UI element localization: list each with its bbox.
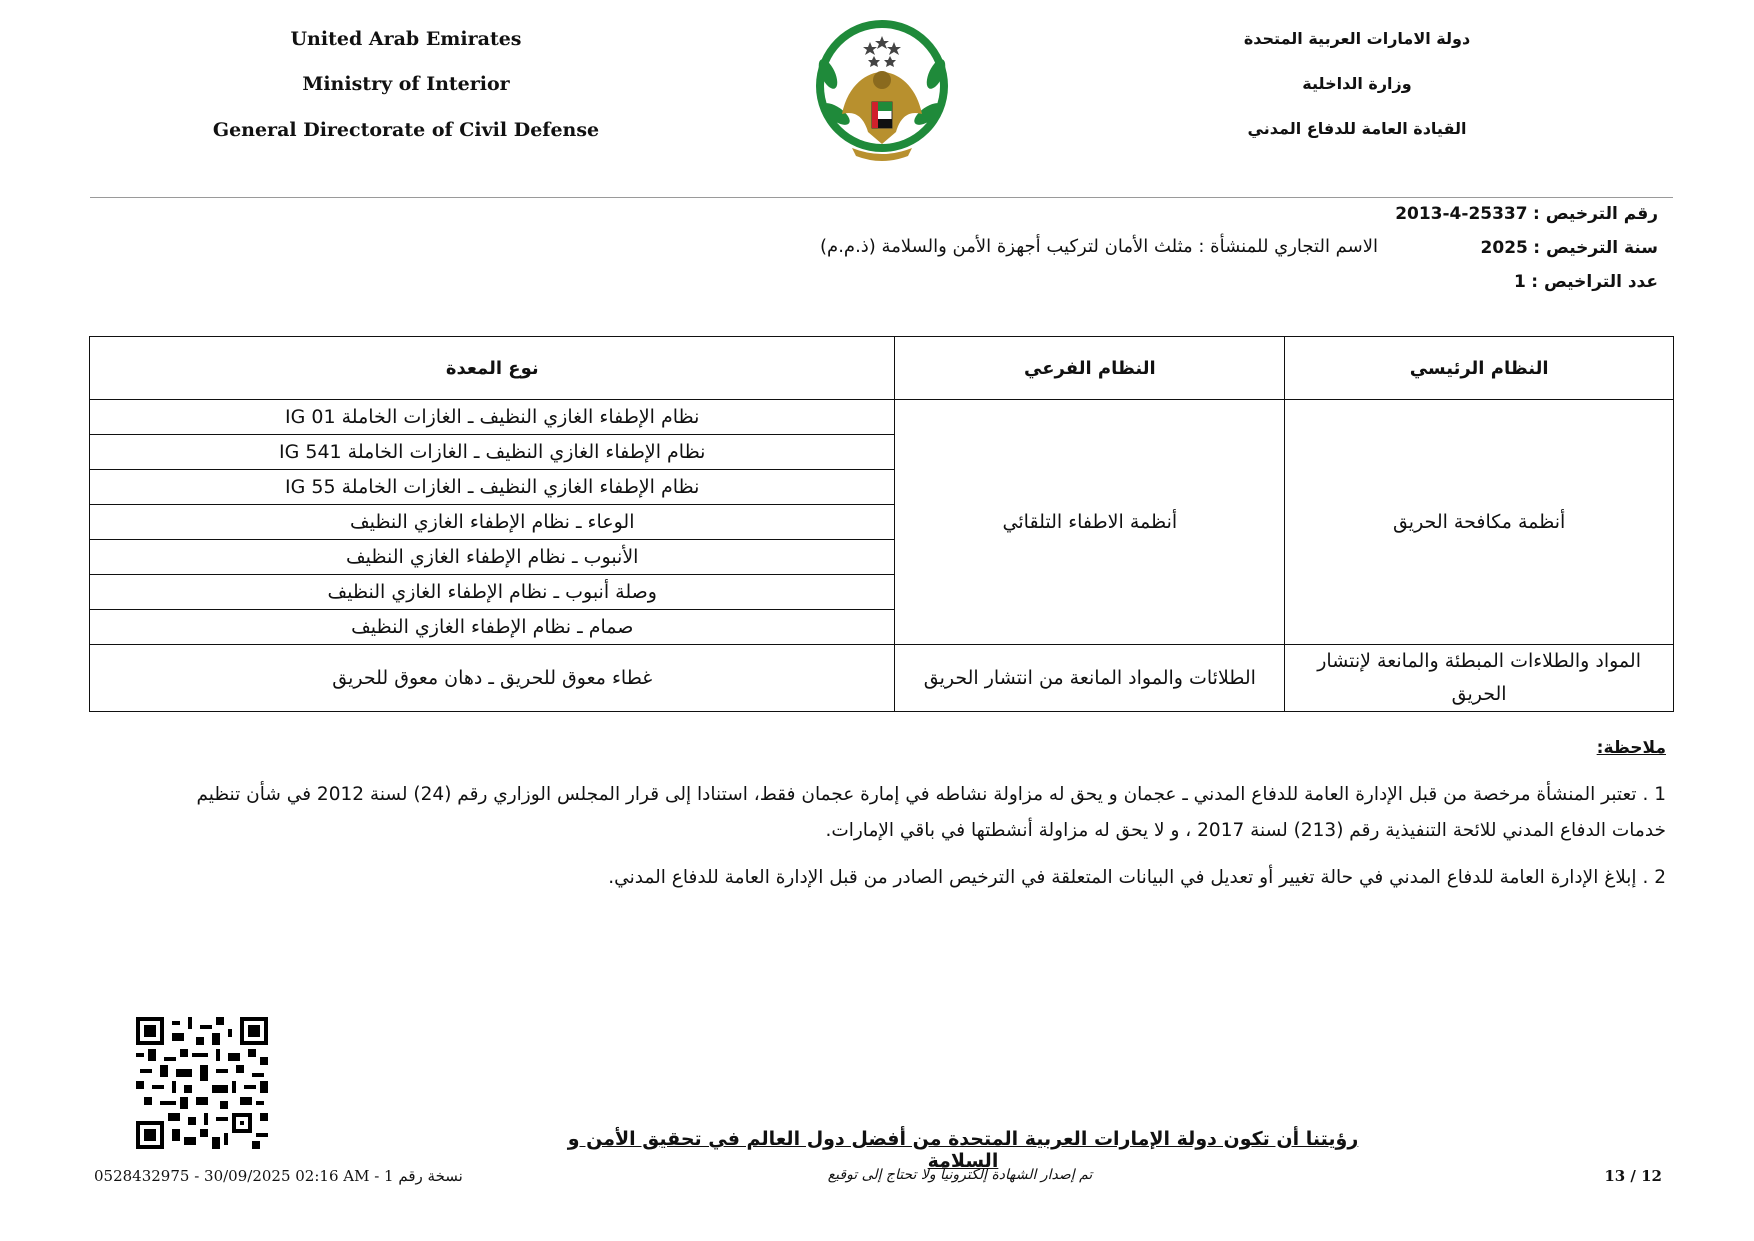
header-ar-directorate: القيادة العامة للدفاع المدني <box>1247 119 1467 138</box>
notes-heading: ملاحظة: <box>1596 738 1666 758</box>
main-system-retardant-materials: المواد والطلاءات المبطئة والمانعة لإنتشار الحريق <box>1285 645 1674 712</box>
qr-code-icon <box>136 1017 268 1149</box>
header-en-ministry: Ministry of Interior <box>302 73 510 95</box>
sub-system-auto-extinguish: أنظمة الاطفاء التلقائي <box>895 400 1285 645</box>
note-2: 2 . إبلاغ الإدارة العامة للدفاع المدني في حالة تغيير أو تعديل في البيانات المتعلقة في الترخيص الصادر من قبل الإدارة العامة للدفاع المدني. <box>608 867 1666 888</box>
equipment-cell: وصلة أنبوب ـ نظام الإطفاء الغازي النظيف <box>90 575 895 610</box>
license-number-value: 2013-4-25337 <box>1395 204 1528 224</box>
page-number: 12 / 13 <box>1604 1167 1662 1185</box>
equipment-table <box>89 336 1674 712</box>
header-equipment-type: نوع المعدة <box>90 337 895 400</box>
header-en-directorate: General Directorate of Civil Defense <box>212 119 600 141</box>
equipment-cell: غطاء معوق للحريق ـ دهان معوق للحريق <box>90 645 895 712</box>
table-row <box>90 400 1674 435</box>
equipment-cell: صمام ـ نظام الإطفاء الغازي النظيف <box>90 610 895 645</box>
header-en-country: United Arab Emirates <box>290 28 522 50</box>
license-number-row <box>1395 204 1658 224</box>
header-ar-country: دولة الامارات العربية المتحدة <box>1243 29 1471 48</box>
uae-falcon-emblem-icon <box>808 14 956 174</box>
equipment-cell: نظام الإطفاء الغازي النظيف ـ الغازات الخاملة IG 55 <box>90 470 895 505</box>
trade-name: الاسم التجاري للمنشأة : مثلث الأمان لتركيب أجهزة الأمن والسلامة (ذ.م.م) <box>820 236 1378 257</box>
equipment-cell: الأنبوب ـ نظام الإطفاء الغازي النظيف <box>90 540 895 575</box>
equipment-cell: الوعاء ـ نظام الإطفاء الغازي النظيف <box>90 505 895 540</box>
license-number-label: رقم الترخيص : <box>1533 204 1658 224</box>
table-row <box>90 645 1674 712</box>
header-sub-system: النظام الفرعي <box>895 337 1285 400</box>
equipment-cell: نظام الإطفاء الغازي النظيف ـ الغازات الخاملة IG 541 <box>90 435 895 470</box>
note-1: 1 . تعتبر المنشأة مرخصة من قبل الإدارة العامة للدفاع المدني ـ عجمان و يحق له مزاولة نشاطه في إمارة عجمان فقط، استنادا إلى قرار المجلس الوزاري رقم (24) لسنة 2012 في شأن تنظيم خدمات الدفاع المدني للائحة التنفيذية رقم (213) لسنة 2017 ، و لا يحق له مزاولة أنشطتها في باقي الإمارات. <box>196 784 1666 841</box>
license-count-value: 1 <box>1514 272 1526 292</box>
sub-system-retardant-coatings: الطلائات والمواد المانعة من انتشار الحريق <box>895 645 1285 712</box>
header-ar-ministry: وزارة الداخلية <box>1302 74 1412 93</box>
table-header-row <box>90 337 1674 400</box>
license-year-label: سنة الترخيص : <box>1533 238 1658 258</box>
header-divider <box>90 197 1673 198</box>
footer-electronic-note: تم إصدار الشهادة إلكترونياً ولا تحتاج إلى توقيع <box>827 1167 1093 1183</box>
license-count-label: عدد التراخيص : <box>1531 272 1658 292</box>
vision-statement: رؤيتنا أن تكون دولة الإمارات العربية المتحدة من أفضل دول العالم في تحقيق الأمن و السلامة <box>567 1128 1359 1172</box>
equipment-cell: نظام الإطفاء الغازي النظيف ـ الغازات الخاملة IG 01 <box>90 400 895 435</box>
header-main-system: النظام الرئيسي <box>1285 337 1674 400</box>
footer-copy-info: 0528432975 - 30/09/2025 02:16 AM - 1 نسخة رقم <box>94 1167 463 1185</box>
main-system-fire-fighting: أنظمة مكافحة الحريق <box>1285 400 1674 645</box>
license-year-value: 2025 <box>1480 238 1528 258</box>
license-count-row <box>1514 272 1658 292</box>
license-year-row <box>1481 238 1658 258</box>
